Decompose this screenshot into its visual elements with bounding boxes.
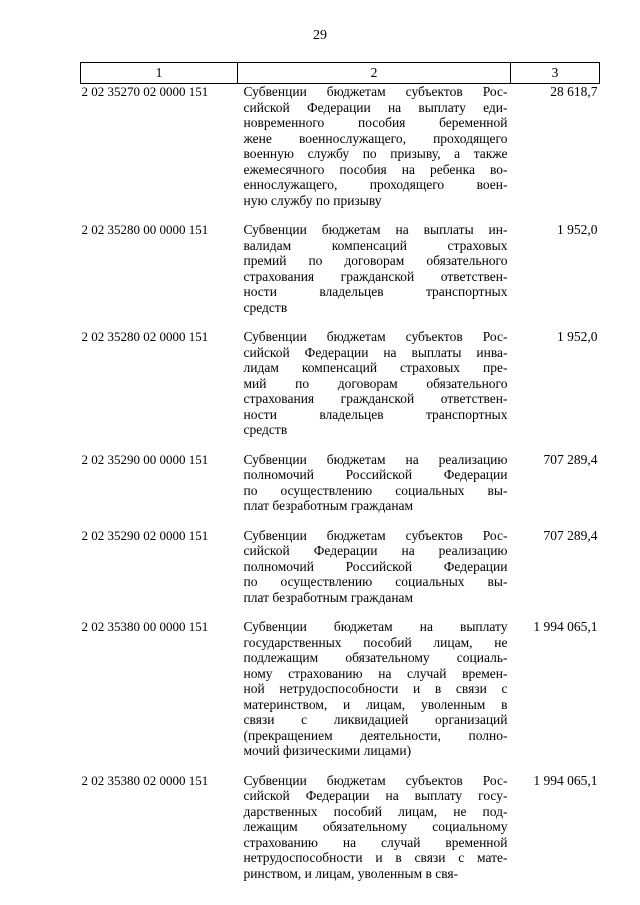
budget-code: 2 02 35280 02 0000 151 — [81, 329, 209, 344]
budget-code: 2 02 35270 02 0000 151 — [81, 84, 209, 99]
description-line: ной нетрудоспособности и в связи с — [243, 681, 508, 696]
description — [238, 773, 511, 896]
description-line: Субвенции бюджетам на выплаты ин- — [243, 222, 508, 237]
table-row — [81, 773, 600, 896]
column-header-code: 1 — [81, 63, 238, 84]
table-row — [81, 619, 600, 773]
budget-code: 2 02 35290 02 0000 151 — [81, 527, 209, 543]
amount: 707 289,4 — [543, 451, 598, 467]
description-line: Субвенции бюджетам субъектов Рос- — [243, 772, 508, 788]
description-line: Субвенции бюджетам субъектов Рос- — [243, 329, 508, 344]
description-line: лидам компенсаций страховых пре- — [243, 360, 508, 375]
amount: 707 289,4 — [543, 527, 598, 543]
description — [238, 222, 511, 329]
description-line: военную службу по призыву, а также — [243, 146, 508, 161]
description-line: страхованию на случай временной — [243, 834, 508, 850]
description-line: государственных пособий лицам, не — [243, 634, 508, 650]
description-line: по осуществлению социальных вы- — [243, 482, 508, 498]
description-line: нетрудоспособности и в связи с мате- — [243, 850, 508, 865]
description-line: лежащим обязательному социальному — [243, 819, 508, 834]
description-line: ную службу по призыву — [243, 192, 382, 208]
budget-code: 2 02 35380 02 0000 151 — [81, 772, 209, 788]
description-line: ному страхованию на случай времен- — [243, 665, 508, 681]
description-line: еннослужащего, проходящего воен- — [243, 177, 508, 192]
description-line: подлежащим обязательному социаль- — [243, 650, 508, 665]
budget-code: 2 02 35290 00 0000 151 — [81, 451, 209, 467]
description-line: ежемесячного пособия на ребенка во- — [243, 161, 508, 177]
description — [238, 84, 511, 223]
description-line: новременного пособия беременной — [243, 115, 508, 130]
description-line: (прекращением деятельности, полно- — [243, 727, 508, 743]
description-line: ринством, и лицам, уволенным в свя- — [243, 865, 459, 881]
description-line: материнством, и лицам, уволенным в — [243, 696, 508, 712]
description-line: ности владельцев транспортных — [243, 406, 508, 422]
description-line: мочий физическими лицами) — [243, 743, 412, 758]
description-line: Субвенции бюджетам на реализацию — [243, 451, 508, 467]
amount: 1 994 065,1 — [533, 619, 598, 634]
description-line: средств — [243, 299, 288, 315]
description-line: страхования гражданской ответствен- — [243, 268, 508, 284]
table-row — [81, 452, 600, 528]
description — [238, 452, 511, 528]
description-line: валидам компенсаций страховых — [243, 237, 508, 253]
description-line: Субвенции бюджетам субъектов Рос- — [243, 527, 508, 543]
budget-code: 2 02 35380 00 0000 151 — [81, 619, 209, 634]
amount: 1 952,0 — [557, 329, 598, 344]
column-header-description: 2 — [238, 63, 511, 84]
amount: 28 618,7 — [550, 84, 598, 99]
amount: 1 994 065,1 — [533, 772, 598, 788]
description-line: премий по договорам обязательного — [243, 253, 508, 268]
description-line: дарственных пособий лицам, не под- — [243, 803, 508, 819]
amount: 1 952,0 — [557, 222, 598, 237]
description-line: сийской Федерации на выплату госу- — [243, 788, 508, 803]
description-line: сийской Федерации на реализацию — [243, 543, 508, 558]
description-line: по осуществлению социальных вы- — [243, 574, 508, 589]
description — [238, 329, 511, 452]
page-number: 29 — [313, 28, 327, 43]
description-line: мий по договорам обязательного — [243, 375, 508, 391]
description-line: средств — [243, 422, 288, 437]
description-line: Субвенции бюджетам субъектов Рос- — [243, 84, 508, 99]
description-line: плат безработным гражданам — [243, 589, 414, 605]
description-line: плат безработным гражданам — [243, 498, 414, 513]
description-line: страхования гражданской ответствен- — [243, 391, 508, 406]
table-row — [81, 84, 600, 223]
description-line: сийской Федерации на выплаты инва- — [243, 344, 508, 360]
description — [238, 619, 511, 773]
description — [238, 528, 511, 620]
budget-table — [80, 62, 600, 895]
description-line: жене военнослужащего, проходящего — [243, 130, 508, 146]
description-line: полномочий Российской Федерации — [243, 467, 508, 482]
table-row — [81, 222, 600, 329]
table-row — [81, 329, 600, 452]
budget-code: 2 02 35280 00 0000 151 — [81, 222, 209, 237]
description-line: сийской Федерации на выплату еди- — [243, 99, 508, 115]
table-header-row — [81, 63, 600, 84]
description-line: связи с ликвидацией организаций — [243, 712, 508, 727]
description-line: полномочий Российской Федерации — [243, 558, 508, 574]
column-header-amount: 3 — [511, 63, 600, 84]
description-line: ности владельцев транспортных — [243, 284, 508, 299]
description-line: Субвенции бюджетам на выплату — [243, 619, 508, 634]
table-row — [81, 528, 600, 620]
